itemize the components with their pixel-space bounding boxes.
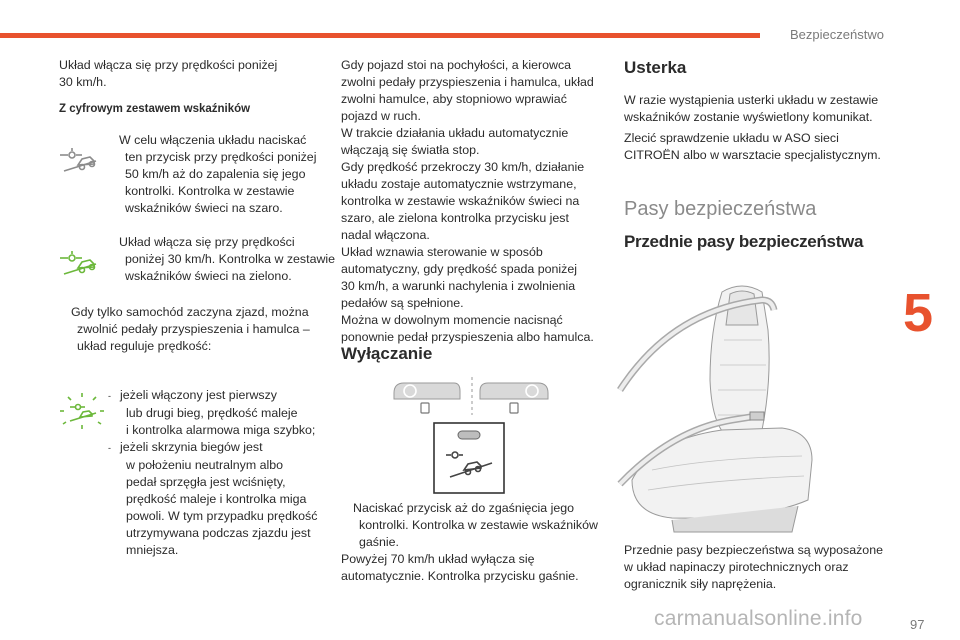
text-line: 30 km/h, a warunki nachylenia i zwolnienia	[341, 279, 576, 293]
col2-item	[341, 500, 598, 585]
text-line: wskaźników świeci na szaro.	[125, 201, 283, 215]
col3-p2	[624, 130, 881, 164]
text-line: ten przycisk przy prędkości poniżej	[125, 150, 317, 164]
text-line: 30 km/h.	[59, 75, 107, 89]
text-line: automatycznie. Kontrolka przycisku gaśnie.	[341, 569, 579, 583]
text-line: zwolni pedały przyspieszenia i hamulca, układ	[341, 75, 594, 89]
text-line: Powyżej 70 km/h układ wyłącza się	[341, 552, 535, 566]
page-number: 97	[910, 617, 925, 632]
text-line: W trakcie działania układu automatycznie	[341, 126, 569, 140]
seat-belt-illustration	[612, 270, 860, 534]
text-line: ponownie pedał przyspieszenia albo hamulca.	[341, 330, 594, 344]
text-line: mniejsza.	[126, 543, 179, 557]
text-line: CITROËN albo w warsztacie specjalistycznym.	[624, 148, 881, 162]
watermark: carmanualsonline.info	[654, 607, 863, 630]
subsection-title: Przednie pasy bezpieczeństwa	[624, 232, 864, 251]
text-line: automatyczny, gdy prędkość spada poniżej	[341, 262, 578, 276]
text-line: i kontrolka alarmowa miga szybko;	[126, 423, 316, 437]
text-line: szaro, ale zielona kontrolka przycisku jest	[341, 211, 569, 225]
dash-glyph: -	[108, 443, 111, 453]
text-line: wskaźników świeci na zielono.	[125, 269, 292, 283]
text-line: Zlecić sprawdzenie układu w ASO sieci	[624, 131, 839, 145]
col1-item3	[59, 304, 310, 355]
text-line: Układ włącza się przy prędkości poniżej	[59, 58, 278, 72]
text-line: prędkość maleje i kontrolka miga	[126, 492, 307, 506]
text-line: zwolni hamulce, aby stopniowo wprawiać	[341, 92, 567, 106]
col1-subheading: Z cyfrowym zestawem wskaźników	[59, 103, 251, 115]
dash-glyph: -	[108, 391, 111, 401]
col1-item2	[107, 234, 335, 285]
text-line: w układ napinaczy pirotechnicznych oraz	[624, 560, 849, 574]
hill-descent-button-illustration	[388, 375, 554, 497]
text-line: W celu włączenia układu naciskać	[119, 133, 307, 147]
text-line: 50 km/h aż do zapalenia się jego	[125, 167, 306, 181]
col1-item1	[107, 132, 316, 217]
text-line: Przednie pasy bezpieczeństwa są wyposażone	[624, 543, 883, 557]
text-line: nadal włączona.	[341, 228, 430, 242]
col3-heading: Usterka	[624, 58, 687, 77]
col1-intro	[59, 57, 277, 91]
text-line: zwolnić pedały przyspieszenia i hamulca –	[77, 322, 310, 336]
text-line: kontrolki. Kontrolka w zestawie wskaźników	[359, 518, 598, 532]
hill-descent-green-icon	[56, 246, 102, 278]
text-line: poniżej 30 km/h. Kontrolka w zestawie	[125, 252, 336, 266]
text-line: Gdy pojazd stoi na pochyłości, a kierowca	[341, 58, 572, 72]
hill-descent-grey-icon	[56, 143, 102, 175]
text-line: powoli. W tym przypadku prędkość	[126, 509, 318, 523]
col2-paragraph	[341, 57, 594, 346]
text-line: włączają się światła stop.	[341, 143, 480, 157]
col3-p1	[624, 92, 878, 126]
text-line: kontrolki. Kontrolka w zestawie	[125, 184, 295, 198]
text-line: utrzymywana podczas zjazdu jest	[126, 526, 311, 540]
header-accent-bar	[0, 33, 760, 38]
text-line: wskaźników zostanie wyświetlony komunikat.	[624, 110, 873, 124]
section-label: Bezpieczeństwo	[790, 27, 884, 42]
text-line: układu zostaje automatycznie wstrzymane,	[341, 177, 577, 191]
col2-heading: Wyłączanie	[341, 344, 433, 363]
text-line: Gdy tylko samochód zaczyna zjazd, można	[71, 305, 309, 319]
text-line: Można w dowolnym momencie nacisnąć	[341, 313, 563, 327]
text-line: pedał sprzęgła jest wciśnięty,	[126, 475, 286, 489]
hill-descent-blinking-icon	[58, 391, 106, 431]
text-line: ogranicznik siły naprężenia.	[624, 577, 777, 591]
text-line: W razie wystąpienia usterki układu w zestawie	[624, 93, 879, 107]
col3-caption	[624, 542, 883, 593]
text-line: układ reguluje prędkość:	[77, 339, 212, 353]
text-line: Gdy prędkość przekroczy 30 km/h, działanie	[341, 160, 585, 174]
text-line: Układ wznawia sterowanie w sposób	[341, 245, 543, 259]
text-line: lub drugi bieg, prędkość maleje	[126, 406, 298, 420]
text-line: Układ włącza się przy prędkości	[119, 235, 295, 249]
text-line: pedałów są spełnione.	[341, 296, 464, 310]
section-title: Pasy bezpieczeństwa	[624, 198, 817, 220]
text-line: gaśnie.	[359, 535, 399, 549]
text-line: kontrolka w zestawie wskaźników świeci na	[341, 194, 580, 208]
chapter-number: 5	[903, 283, 934, 343]
text-line: w położeniu neutralnym albo	[126, 458, 284, 472]
col1-dash-list	[108, 387, 317, 559]
text-line: pojazd w ruch.	[341, 109, 421, 123]
text-line: jeżeli skrzynia biegów jest	[120, 440, 263, 454]
text-line: Naciskać przycisk aż do zgaśnięcia jego	[353, 501, 575, 515]
text-line: jeżeli włączony jest pierwszy	[120, 388, 278, 402]
